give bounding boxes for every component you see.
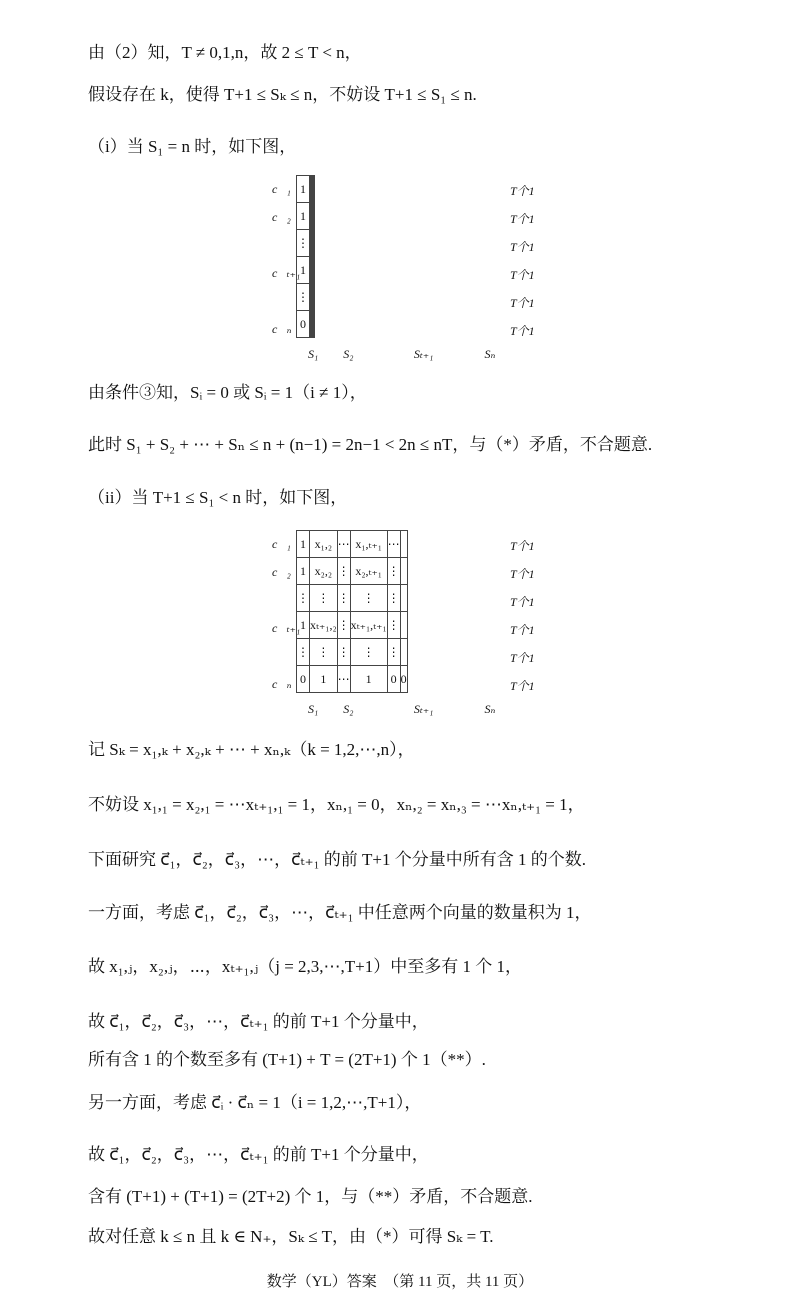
text-line: 所有含 1 的个数至多有 (T+1) + T = (2T+1) 个 1（**）. xyxy=(88,1050,486,1069)
table-cell: 1 xyxy=(297,612,310,639)
table-cell: x₁,₂ xyxy=(310,531,338,558)
text-line: 不妨设 x₁,₁ = x₂,₁ = ⋯xₜ₊₁,₁ = 1，xₙ,₁ = 0，xₙ,₂ = xₙ,₃ = ⋯xₙ,ₜ₊₁ = 1， xyxy=(88,795,585,814)
table-cell: ⋮ xyxy=(337,612,350,639)
table-row xyxy=(297,284,315,311)
row-count-label: T个1 xyxy=(510,184,535,198)
text-line: 由（2）知，T ≠ 0,1,n，故 2 ≤ T < n， xyxy=(88,43,362,62)
table-cell: ⋯ xyxy=(387,531,400,558)
table-cell xyxy=(400,612,407,639)
row-vector-label: c⃗₁ xyxy=(272,182,291,196)
table-cell: 1 xyxy=(297,257,310,284)
text-line: 记 Sₖ = x₁,ₖ + x₂,ₖ + ⋯ + xₙ,ₖ（k = 1,2,⋯,n）， xyxy=(88,740,415,759)
table-cell xyxy=(400,639,407,666)
table-cell: ⋮ xyxy=(297,639,310,666)
table-cell: ⋮ xyxy=(337,639,350,666)
row-vector-label: c⃗ₜ₊₁ xyxy=(272,266,301,280)
table-cell: xₜ₊₁,ₜ₊₁ xyxy=(350,612,387,639)
table-row xyxy=(297,531,408,558)
table-cell: ⋮ xyxy=(297,284,310,311)
column-sum-label: S₁ xyxy=(308,702,319,716)
page-footer: 数学（YL）答案 （第 11 页，共 11 页） xyxy=(266,1274,534,1290)
table-cell: x₁,ₜ₊₁ xyxy=(350,531,387,558)
text-line: 含有 (T+1) + (T+1) = (2T+2) 个 1，与（**）矛盾，不合题意. xyxy=(88,1187,533,1206)
text-line: 故对任意 k ≤ n 且 k ∈ N₊，Sₖ ≤ T，由（*）可得 Sₖ = T. xyxy=(88,1227,494,1246)
table-row xyxy=(297,230,315,257)
table-cell: 0 xyxy=(387,666,400,693)
table-cell xyxy=(400,531,407,558)
row-vector-label: c⃗₁ xyxy=(272,537,291,551)
table-cell: ⋮ xyxy=(310,639,338,666)
table-cell: ⋮ xyxy=(387,612,400,639)
row-vector-label: c⃗ₙ xyxy=(272,677,292,691)
table-cell: 1 xyxy=(297,176,310,203)
text-line: 故 c⃗₁，c⃗₂，c⃗₃，⋯，c⃗ₜ₊₁ 的前 T+1 个分量中， xyxy=(88,1145,429,1164)
table-cell: 0 xyxy=(297,666,310,693)
table-row xyxy=(297,666,408,693)
table-cell xyxy=(400,585,407,612)
text-line: 假设存在 k，使得 T+1 ≤ Sₖ ≤ n，不妨设 T+1 ≤ S₁ ≤ n. xyxy=(88,85,477,104)
table-cell xyxy=(400,558,407,585)
table-cell: ⋮ xyxy=(387,639,400,666)
row-count-label: T个1 xyxy=(510,539,535,553)
table-cell xyxy=(314,230,315,257)
text-line: 此时 S₁ + S₂ + ⋯ + Sₙ ≤ n + (n−1) = 2n−1 < 2n ≤ nT，与（*）矛盾，不合题意. xyxy=(88,435,653,454)
text-line: 下面研究 c⃗₁，c⃗₂，c⃗₃，⋯，c⃗ₜ₊₁ 的前 T+1 个分量中所有含 1 的个数. xyxy=(88,850,586,869)
table-row xyxy=(297,176,315,203)
column-sum-label: S₂ xyxy=(343,347,354,361)
table-cell: x₂,ₜ₊₁ xyxy=(350,558,387,585)
grid xyxy=(296,530,408,693)
row-count-label: T个1 xyxy=(510,268,535,282)
row-count-label: T个1 xyxy=(510,212,535,226)
column-sum-label: Sₜ₊₁ xyxy=(413,702,434,716)
row-vector-label: c⃗ₜ₊₁ xyxy=(272,621,301,635)
column-sum-label: S₂ xyxy=(343,702,354,716)
row-count-label: T个1 xyxy=(510,567,535,581)
table-cell: ⋮ xyxy=(297,585,310,612)
table-row xyxy=(297,311,315,338)
table-row xyxy=(297,558,408,585)
table-cell: 1 xyxy=(310,666,338,693)
text-line: 故 x₁,ⱼ，x₂,ⱼ，⋯，xₜ₊₁,ⱼ（j = 2,3,⋯,T+1）中至多有 1 个 1， xyxy=(88,957,522,976)
table-cell: ⋯ xyxy=(337,666,350,693)
table-cell xyxy=(314,284,315,311)
table-cell xyxy=(314,203,315,230)
column-sum-label: Sₙ xyxy=(484,702,496,716)
table-cell xyxy=(314,176,315,203)
table-cell: x₂,₂ xyxy=(310,558,338,585)
row-vector-label: c⃗ₙ xyxy=(272,322,292,336)
text-line: 一方面，考虑 c⃗₁，c⃗₂，c⃗₃，⋯，c⃗ₜ₊₁ 中任意两个向量的数量积为 1， xyxy=(88,903,592,922)
table-cell: xₜ₊₁,₂ xyxy=(310,612,338,639)
table-cell: ⋯ xyxy=(337,531,350,558)
text-line: （ii）当 T+1 ≤ S₁ < n 时，如下图， xyxy=(88,488,348,507)
row-count-label: T个1 xyxy=(510,324,535,338)
row-count-label: T个1 xyxy=(510,240,535,254)
table-cell: ⋮ xyxy=(337,585,350,612)
table-cell: 1 xyxy=(297,203,310,230)
table-cell: ⋮ xyxy=(310,585,338,612)
grid xyxy=(296,175,315,338)
table-cell: ⋮ xyxy=(350,585,387,612)
table-cell xyxy=(314,311,315,338)
table-cell: ⋮ xyxy=(337,558,350,585)
table-cell: 1 xyxy=(297,558,310,585)
row-count-label: T个1 xyxy=(510,623,535,637)
row-count-label: T个1 xyxy=(510,296,535,310)
table-row xyxy=(297,612,408,639)
row-count-label: T个1 xyxy=(510,651,535,665)
table-cell: ⋮ xyxy=(387,558,400,585)
table-cell: 0 xyxy=(297,311,310,338)
column-sum-label: Sₜ₊₁ xyxy=(413,347,434,361)
row-vector-label: c⃗₂ xyxy=(272,565,291,579)
table-cell: 0 xyxy=(400,666,407,693)
row-count-label: T个1 xyxy=(510,595,535,609)
text-line: （i）当 S₁ = n 时，如下图， xyxy=(88,137,297,156)
table-cell: ⋮ xyxy=(297,230,310,257)
text-line: 由条件③知，Sᵢ = 0 或 Sᵢ = 1（i ≠ 1）， xyxy=(88,383,367,402)
row-count-label: T个1 xyxy=(510,679,535,693)
table-cell: ⋮ xyxy=(350,639,387,666)
column-sum-label: S₁ xyxy=(308,347,319,361)
table-row xyxy=(297,203,315,230)
table-cell: 1 xyxy=(297,531,310,558)
text-line: 另一方面，考虑 c⃗ᵢ · c⃗ₙ = 1（i = 1,2,⋯,T+1）， xyxy=(88,1093,422,1112)
table-row xyxy=(297,639,408,666)
row-vector-label: c⃗₂ xyxy=(272,210,291,224)
column-sum-label: Sₙ xyxy=(484,347,496,361)
table-cell xyxy=(314,257,315,284)
table-cell: ⋮ xyxy=(387,585,400,612)
text-line: 故 c⃗₁，c⃗₂，c⃗₃，⋯，c⃗ₜ₊₁ 的前 T+1 个分量中， xyxy=(88,1012,429,1031)
table-row xyxy=(297,585,408,612)
table-cell: 1 xyxy=(350,666,387,693)
